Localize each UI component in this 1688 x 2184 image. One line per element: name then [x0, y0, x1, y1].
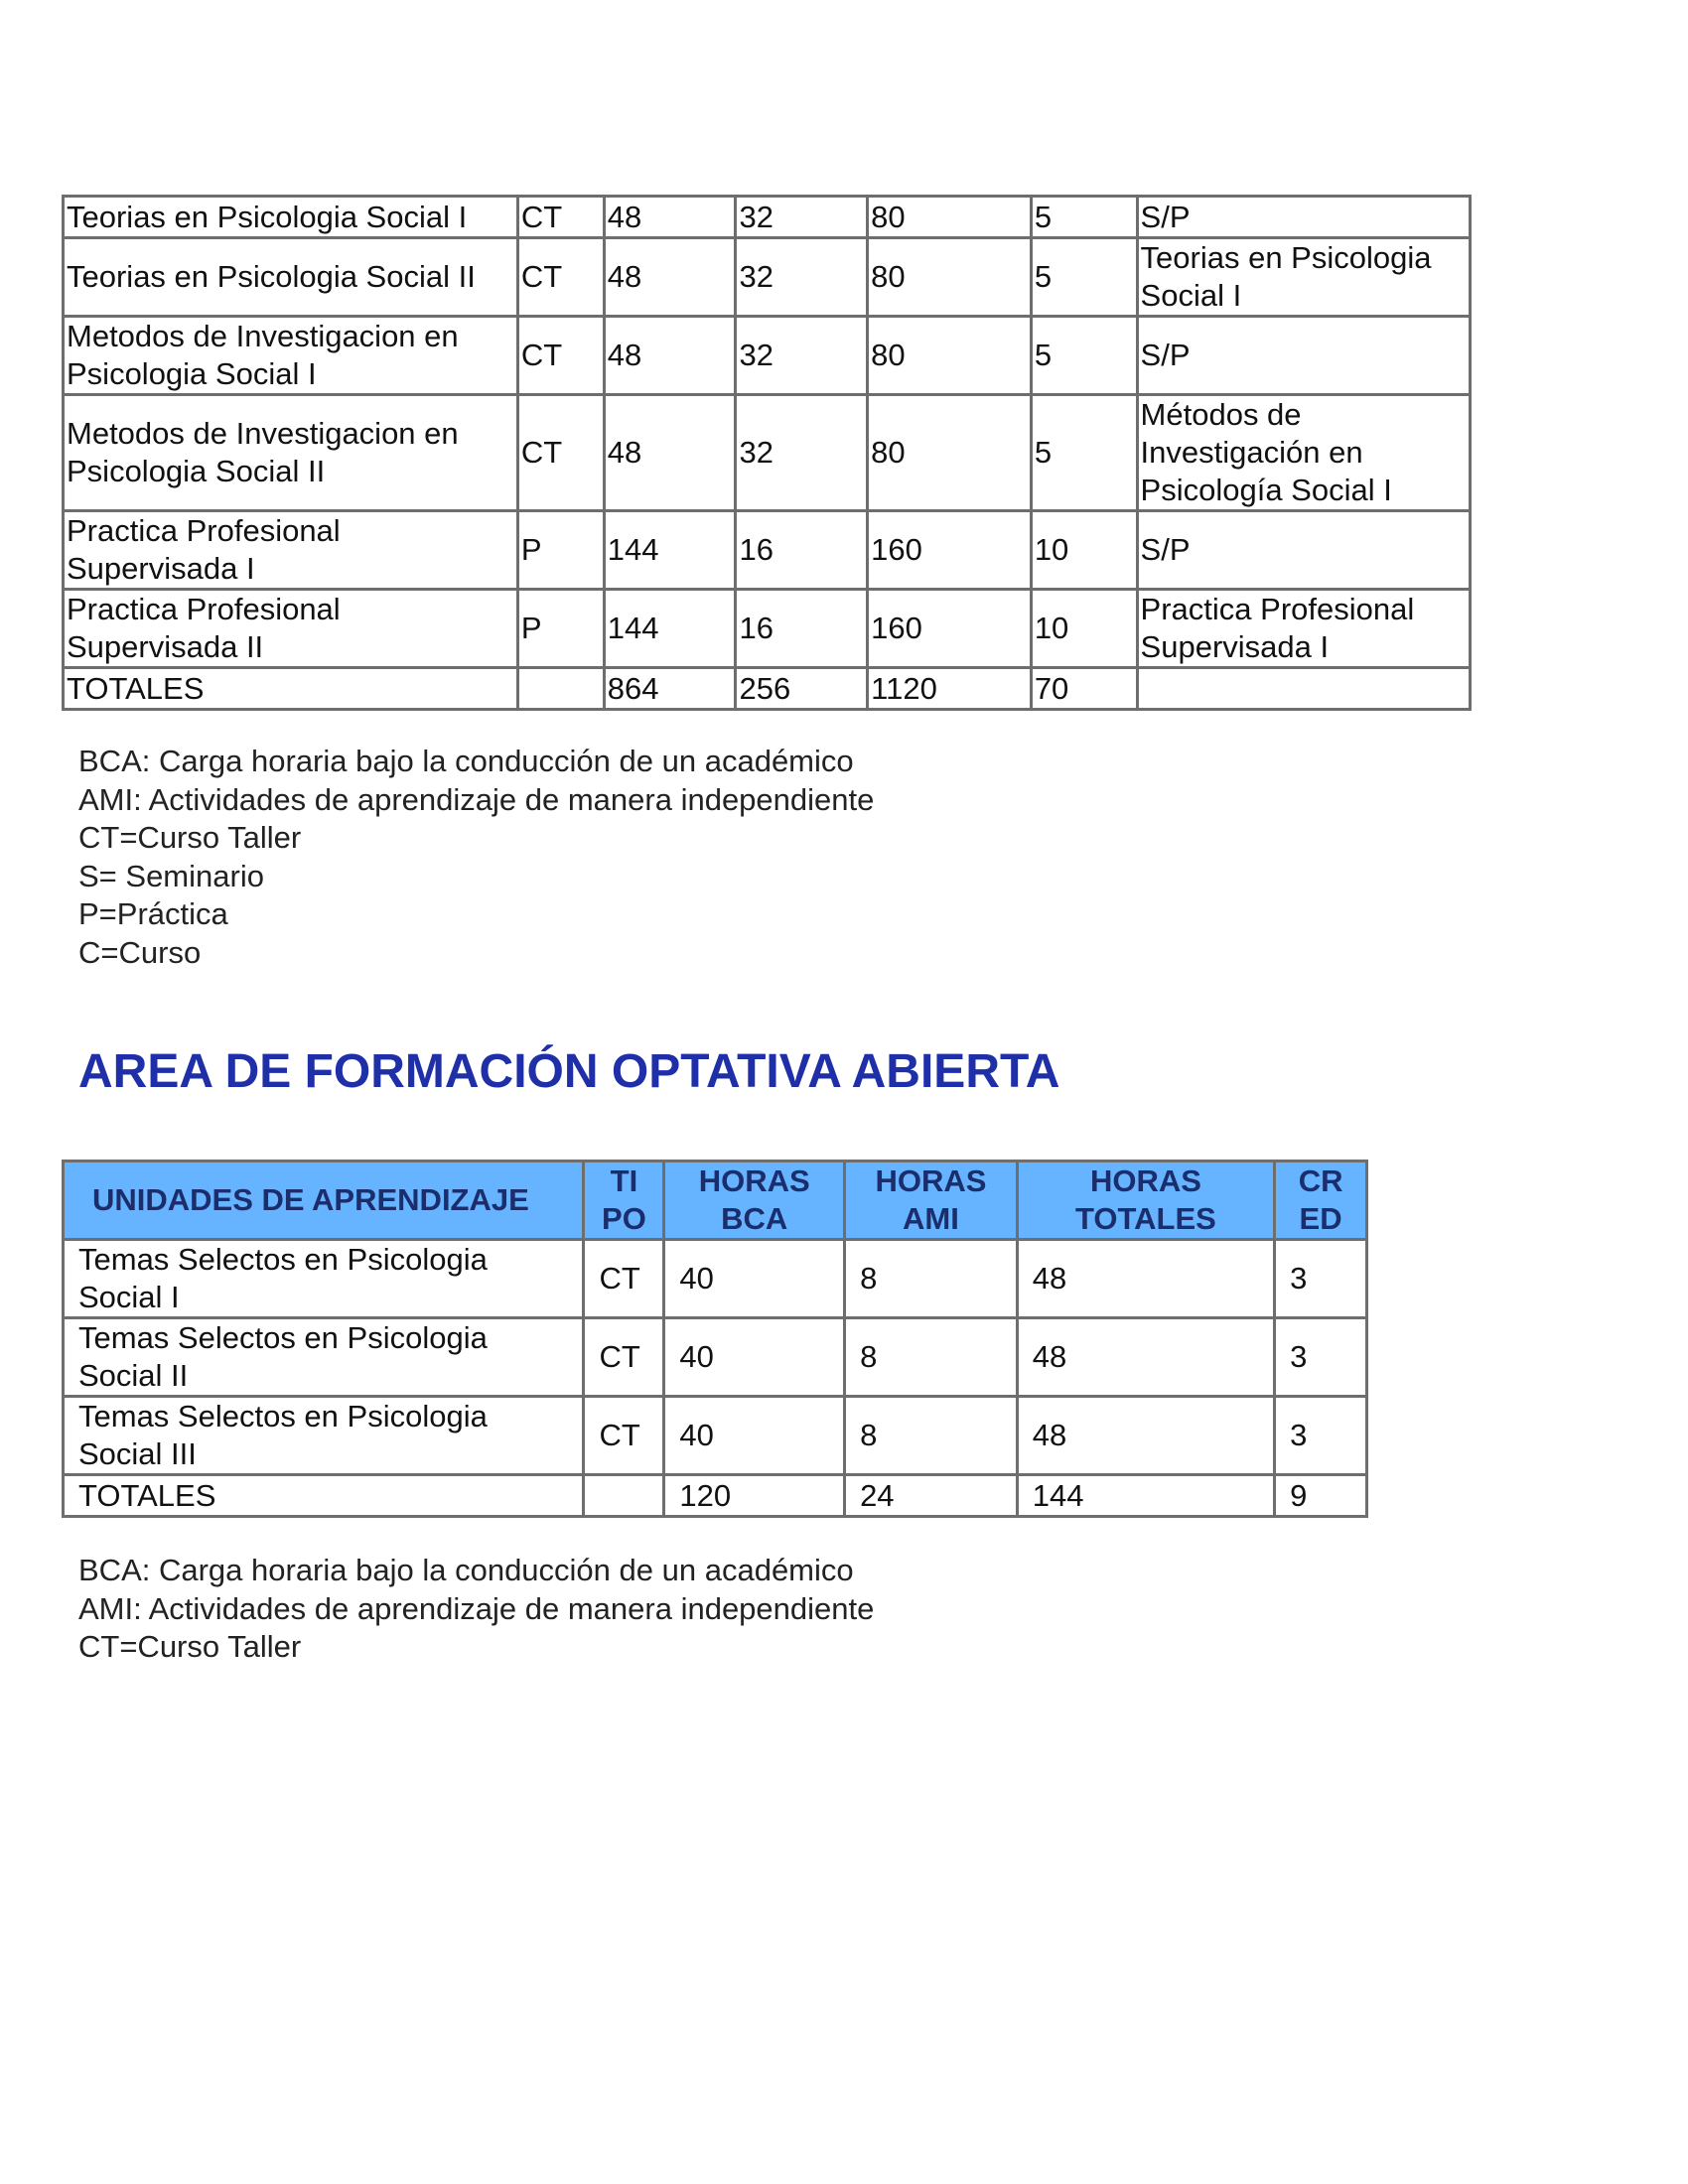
table-row — [64, 1397, 1367, 1475]
section-title: AREA DE FORMACIÓN OPTATIVA ABIERTA — [78, 1045, 1060, 1098]
type-cell: P — [517, 511, 604, 590]
note-line: AMI: Actividades de aprendizaje de manera independiente — [78, 781, 875, 817]
credits-total-cell: 9 — [1275, 1475, 1367, 1517]
course-name-cell: Temas Selectos en Psicologia Social I — [64, 1240, 584, 1318]
credits-cell: 5 — [1031, 395, 1137, 511]
type-cell: CT — [584, 1240, 664, 1318]
bca-hours-cell: 40 — [664, 1397, 845, 1475]
table-row — [64, 238, 1471, 317]
bca-hours-cell: 48 — [604, 238, 736, 317]
ami-total-cell: 24 — [845, 1475, 1018, 1517]
credits-cell: 10 — [1031, 511, 1137, 590]
ami-hours-cell: 32 — [736, 395, 868, 511]
curriculum-table — [62, 195, 1472, 711]
ami-total-cell: 256 — [736, 668, 868, 710]
bca-total-cell: 120 — [664, 1475, 845, 1517]
ami-hours-cell: 8 — [845, 1318, 1018, 1397]
prerequisite-cell: Practica Profesional Supervisada I — [1137, 590, 1470, 668]
abbreviation-notes — [78, 743, 874, 972]
type-cell: CT — [517, 317, 604, 395]
totals-row — [64, 1475, 1367, 1517]
credits-cell: 10 — [1031, 590, 1137, 668]
course-name-cell: Practica Profesional Supervisada II — [64, 590, 518, 668]
ami-hours-cell: 32 — [736, 317, 868, 395]
table-row — [64, 395, 1471, 511]
credits-cell: 3 — [1275, 1240, 1367, 1318]
prerequisite-cell: Teorias en Psicologia Social I — [1137, 238, 1470, 317]
bca-hours-cell: 144 — [604, 590, 736, 668]
header-credits: CR ED — [1275, 1161, 1367, 1240]
total-hours-cell: 160 — [868, 590, 1032, 668]
ami-hours-cell: 16 — [736, 590, 868, 668]
ami-hours-cell: 8 — [845, 1240, 1018, 1318]
prerequisite-cell: S/P — [1137, 197, 1470, 238]
bca-hours-cell: 144 — [604, 511, 736, 590]
prerequisite-cell: S/P — [1137, 511, 1470, 590]
note-line: AMI: Actividades de aprendizaje de manera independiente — [78, 1590, 875, 1626]
hours-total-cell: 144 — [1017, 1475, 1274, 1517]
course-name-cell: Teorias en Psicologia Social II — [64, 238, 518, 317]
ami-hours-cell: 8 — [845, 1397, 1018, 1475]
credits-total-cell: 70 — [1031, 668, 1137, 710]
prerequisite-cell: Métodos de Investigación en Psicología Social I — [1137, 395, 1470, 511]
note-line: CT=Curso Taller — [78, 820, 302, 855]
type-cell: P — [517, 590, 604, 668]
prerequisite-cell: S/P — [1137, 317, 1470, 395]
abbreviation-notes — [78, 1552, 874, 1667]
bca-hours-cell: 48 — [604, 317, 736, 395]
note-line: CT=Curso Taller — [78, 1629, 302, 1664]
course-name-cell: Practica Profesional Supervisada I — [64, 511, 518, 590]
total-hours-cell: 80 — [868, 395, 1032, 511]
header-bca-hours: HORAS BCA — [664, 1161, 845, 1240]
note-line: S= Seminario — [78, 858, 264, 893]
note-line: BCA: Carga horaria bajo la conducción de un académico — [78, 744, 854, 778]
table-row — [64, 1240, 1367, 1318]
bca-hours-cell: 48 — [604, 395, 736, 511]
total-hours-cell: 48 — [1017, 1240, 1274, 1318]
ami-hours-cell: 32 — [736, 197, 868, 238]
total-hours-cell: 48 — [1017, 1397, 1274, 1475]
table-row — [64, 590, 1471, 668]
type-cell — [584, 1475, 664, 1517]
course-name-cell: Teorias en Psicologia Social I — [64, 197, 518, 238]
note-line: P=Práctica — [78, 896, 228, 931]
total-hours-cell: 80 — [868, 238, 1032, 317]
header-ami-hours: HORAS AMI — [845, 1161, 1018, 1240]
type-cell: CT — [517, 197, 604, 238]
course-name-cell: Temas Selectos en Psicologia Social III — [64, 1397, 584, 1475]
totals-row — [64, 668, 1471, 710]
note-line: BCA: Carga horaria bajo la conducción de un académico — [78, 1553, 854, 1587]
credits-cell: 3 — [1275, 1318, 1367, 1397]
course-name-cell: Metodos de Investigacion en Psicologia Social II — [64, 395, 518, 511]
bca-hours-cell: 40 — [664, 1318, 845, 1397]
total-hours-cell: 48 — [1017, 1318, 1274, 1397]
table-row — [64, 197, 1471, 238]
note-line: C=Curso — [78, 934, 202, 970]
header-total-hours: HORAS TOTALES — [1017, 1161, 1274, 1240]
credits-cell: 5 — [1031, 197, 1137, 238]
header-units: UNIDADES DE APRENDIZAJE — [64, 1161, 584, 1240]
credits-cell: 3 — [1275, 1397, 1367, 1475]
totals-label-cell: TOTALES — [64, 668, 518, 710]
credits-cell: 5 — [1031, 238, 1137, 317]
ami-hours-cell: 16 — [736, 511, 868, 590]
bca-hours-cell: 48 — [604, 197, 736, 238]
credits-cell: 5 — [1031, 317, 1137, 395]
type-cell: CT — [517, 395, 604, 511]
totals-label-cell: TOTALES — [64, 1475, 584, 1517]
bca-hours-cell: 40 — [664, 1240, 845, 1318]
table-row — [64, 511, 1471, 590]
total-hours-cell: 80 — [868, 197, 1032, 238]
header-type: TI PO — [584, 1161, 664, 1240]
total-hours-cell: 160 — [868, 511, 1032, 590]
optional-courses-table — [62, 1160, 1368, 1518]
hours-total-cell: 1120 — [868, 668, 1032, 710]
type-cell: CT — [584, 1397, 664, 1475]
type-cell — [517, 668, 604, 710]
header-row — [64, 1161, 1367, 1240]
ami-hours-cell: 32 — [736, 238, 868, 317]
prerequisite-cell — [1137, 668, 1470, 710]
total-hours-cell: 80 — [868, 317, 1032, 395]
course-name-cell: Metodos de Investigacion en Psicologia Social I — [64, 317, 518, 395]
table-row — [64, 317, 1471, 395]
course-name-cell: Temas Selectos en Psicologia Social II — [64, 1318, 584, 1397]
bca-total-cell: 864 — [604, 668, 736, 710]
type-cell: CT — [517, 238, 604, 317]
table-row — [64, 1318, 1367, 1397]
type-cell: CT — [584, 1318, 664, 1397]
